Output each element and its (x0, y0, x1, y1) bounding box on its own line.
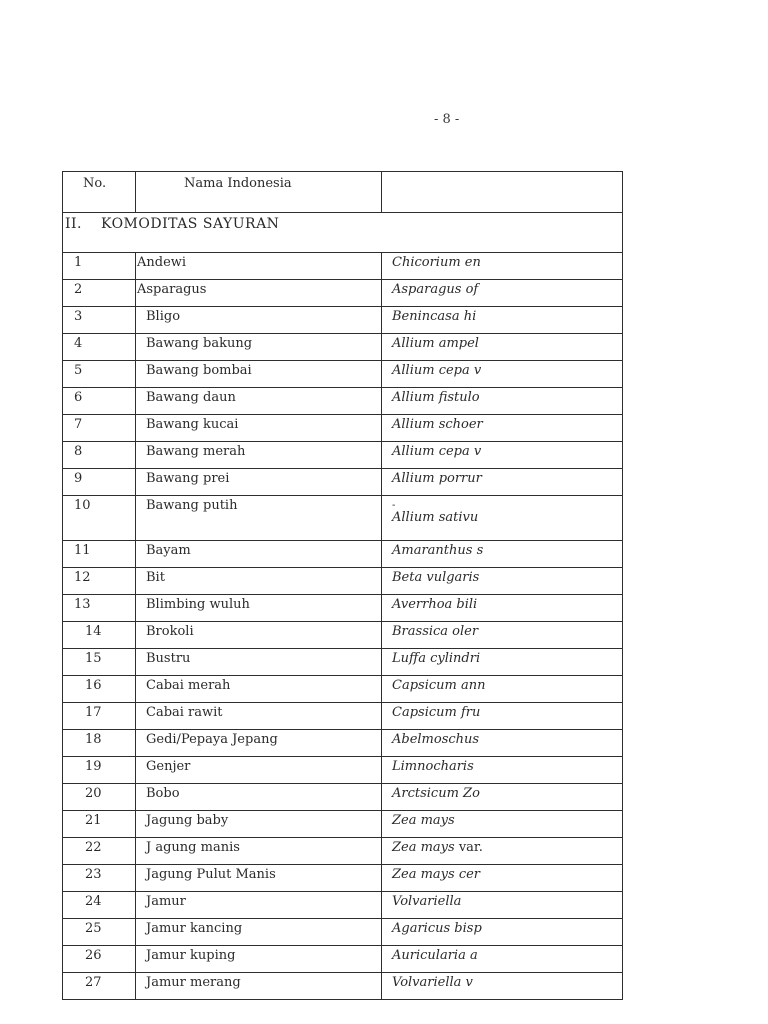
row-number: 22 (63, 838, 136, 865)
table-row (63, 703, 623, 730)
row-nama-indonesia: Genjer (136, 757, 382, 784)
table-row (63, 307, 623, 334)
stray-mark: - (392, 500, 396, 511)
row-nama-indonesia: Bawang bakung (136, 334, 382, 361)
row-nama-indonesia: Brokoli (136, 622, 382, 649)
section-row (63, 213, 623, 253)
row-number: 5 (63, 361, 136, 388)
table-row (63, 541, 623, 568)
row-nama-indonesia: Bawang bombai (136, 361, 382, 388)
row-number: 2 (63, 280, 136, 307)
row-nama-indonesia: Bawang prei (136, 469, 382, 496)
row-nama-latin (382, 307, 623, 334)
row-nama-latin (382, 361, 623, 388)
row-nama-indonesia: Jamur kancing (136, 919, 382, 946)
row-number: 4 (63, 334, 136, 361)
row-number: 25 (63, 919, 136, 946)
latin-name-text: Zea mays (392, 813, 455, 828)
row-nama-latin (382, 622, 623, 649)
row-nama-latin (382, 442, 623, 469)
row-number: 7 (63, 415, 136, 442)
row-number: 15 (63, 649, 136, 676)
table-row (63, 568, 623, 595)
row-nama-indonesia: Bayam (136, 541, 382, 568)
latin-name-text: Volvariella v (392, 975, 473, 990)
row-number: 27 (63, 973, 136, 1000)
row-nama-indonesia: J agung manis (136, 838, 382, 865)
row-nama-indonesia: Bobo (136, 784, 382, 811)
row-nama-indonesia: Jamur (136, 892, 382, 919)
row-number: 23 (63, 865, 136, 892)
row-nama-latin (382, 334, 623, 361)
table-row (63, 865, 623, 892)
latin-name-text: Zea mays cer (392, 867, 481, 882)
row-nama-latin (382, 757, 623, 784)
latin-name-text: Limnocharis (392, 759, 474, 774)
table-row (63, 442, 623, 469)
latin-name-text: Agaricus bisp (392, 921, 482, 936)
table-row (63, 253, 623, 280)
row-nama-latin (382, 784, 623, 811)
latin-name-text: Abelmoschus (392, 732, 480, 747)
row-nama-latin (382, 703, 623, 730)
row-nama-latin (382, 676, 623, 703)
row-nama-latin (382, 568, 623, 595)
table-row (63, 730, 623, 757)
row-nama-latin (382, 865, 623, 892)
section-title-cell (63, 213, 623, 253)
latin-name-text: Allium fistulo (392, 390, 480, 405)
table-row (63, 892, 623, 919)
row-nama-indonesia: Bawang merah (136, 442, 382, 469)
latin-name-text: Amaranthus s (392, 543, 484, 558)
latin-name-text: Zea mays (392, 840, 455, 855)
row-number: 17 (63, 703, 136, 730)
row-nama-indonesia: Bligo (136, 307, 382, 334)
commodity-table (62, 171, 623, 1000)
row-number: 26 (63, 946, 136, 973)
latin-name-text: Allium porrur (392, 471, 482, 486)
table-row (63, 676, 623, 703)
row-nama-latin (382, 388, 623, 415)
header-nama-indonesia: Nama Indonesia (136, 172, 382, 213)
latin-name-text: Allium cepa v (392, 444, 482, 459)
table-row (63, 811, 623, 838)
table-row (63, 415, 623, 442)
row-nama-indonesia: Bustru (136, 649, 382, 676)
row-nama-indonesia: Bit (136, 568, 382, 595)
header-no: No. (63, 172, 136, 213)
table-row (63, 280, 623, 307)
latin-name-text: Asparagus of (392, 282, 479, 297)
row-nama-indonesia: Jagung baby (136, 811, 382, 838)
table-row (63, 784, 623, 811)
row-nama-indonesia: Andewi (136, 253, 382, 280)
row-number: 10 (63, 496, 136, 541)
table-header-row (63, 172, 623, 213)
table-row (63, 649, 623, 676)
row-nama-latin (382, 253, 623, 280)
latin-name-text: Capsicum fru (392, 705, 481, 720)
table-row (63, 838, 623, 865)
latin-name-text: Allium ampel (392, 336, 479, 351)
row-number: 1 (63, 253, 136, 280)
table-row (63, 946, 623, 973)
row-number: 6 (63, 388, 136, 415)
row-nama-indonesia: Jamur kuping (136, 946, 382, 973)
row-nama-latin (382, 595, 623, 622)
latin-name-text: Beta vulgaris (392, 570, 480, 585)
latin-name-text: Benincasa hi (392, 309, 477, 324)
latin-name-text: Capsicum ann (392, 678, 486, 693)
table-row (63, 973, 623, 1000)
section-roman-numeral: II. (65, 216, 83, 232)
table-row (63, 757, 623, 784)
table-row (63, 388, 623, 415)
latin-name-text: Allium schoer (392, 417, 483, 432)
row-nama-latin (382, 973, 623, 1000)
row-nama-indonesia: Bawang daun (136, 388, 382, 415)
latin-name-suffix: var. (454, 840, 483, 855)
latin-name-text: Allium cepa v (392, 363, 482, 378)
latin-name-text: Chicorium en (392, 255, 481, 270)
table-row (63, 496, 623, 541)
row-number: 12 (63, 568, 136, 595)
row-nama-latin (382, 649, 623, 676)
row-nama-indonesia: Bawang putih (136, 496, 382, 541)
row-nama-indonesia: Jagung Pulut Manis (136, 865, 382, 892)
row-nama-latin (382, 811, 623, 838)
table-row (63, 469, 623, 496)
header-nama-latin (382, 172, 623, 213)
latin-name-text: Arctsicum Zo (392, 786, 480, 801)
row-nama-indonesia: Cabai merah (136, 676, 382, 703)
table-row (63, 595, 623, 622)
section-title: KOMODITAS SAYURAN (101, 216, 280, 232)
table-row (63, 334, 623, 361)
row-number: 16 (63, 676, 136, 703)
latin-name-text: Auricularia a (392, 948, 478, 963)
table-row (63, 361, 623, 388)
row-nama-latin (382, 892, 623, 919)
row-number: 20 (63, 784, 136, 811)
row-nama-indonesia: Blimbing wuluh (136, 595, 382, 622)
commodity-table-container (62, 171, 486, 990)
row-nama-latin (382, 730, 623, 757)
latin-name-text: Averrhoa bili (392, 597, 478, 612)
row-number: 19 (63, 757, 136, 784)
row-number: 18 (63, 730, 136, 757)
row-nama-indonesia: Asparagus (136, 280, 382, 307)
row-nama-latin (382, 541, 623, 568)
row-number: 9 (63, 469, 136, 496)
row-nama-indonesia: Bawang kucai (136, 415, 382, 442)
row-nama-indonesia: Gedi/Pepaya Jepang (136, 730, 382, 757)
row-number: 14 (63, 622, 136, 649)
row-nama-latin (382, 946, 623, 973)
latin-name-text: Luffa cylindri (392, 651, 481, 666)
table-row (63, 622, 623, 649)
row-number: 13 (63, 595, 136, 622)
row-number: 11 (63, 541, 136, 568)
row-number: 21 (63, 811, 136, 838)
row-nama-indonesia: Cabai rawit (136, 703, 382, 730)
row-nama-latin (382, 838, 623, 865)
row-number: 3 (63, 307, 136, 334)
row-number: 24 (63, 892, 136, 919)
page-number: - 8 - (434, 112, 460, 127)
latin-name-text: Allium sativu (392, 510, 479, 525)
latin-name-text: Brassica oler (392, 624, 479, 639)
row-nama-latin (382, 280, 623, 307)
row-nama-latin (382, 469, 623, 496)
row-nama-latin (382, 415, 623, 442)
row-nama-latin (382, 919, 623, 946)
table-row (63, 919, 623, 946)
latin-name-text: Volvariella (392, 894, 462, 909)
row-nama-latin (382, 496, 623, 541)
row-nama-indonesia: Jamur merang (136, 973, 382, 1000)
row-number: 8 (63, 442, 136, 469)
